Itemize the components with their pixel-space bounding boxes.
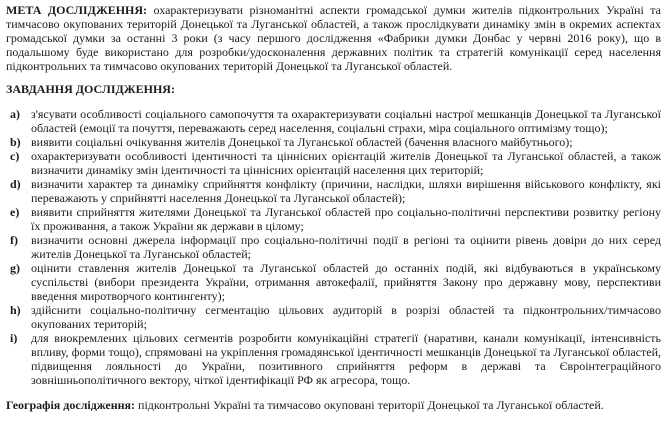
task-letter: f) (10, 233, 18, 247)
task-text: охарактеризувати особливості ідентичності та ціннісних орієнтацій жителів Донецької та Луганської областей, а також визначити динаміку змін ідентичності та ціннісних орієнтацій населення цих територій; (31, 149, 661, 177)
research-goal-text: охарактеризувати різноманітні аспекти громадської думки жителів підконтрольних Україні та тимчасово окупованих територій Донецької та Луганської областей, а також прослідкувати динаміку змін в окремих аспектах громадської думки за останні 3 роки (з часу першого дослідження «Фабрики думки Донбас у червні 2016 року), що в подальшому буде використано для розробки/удосконалення державних політик та стратегій комунікації серед населення підконтрольних та тимчасово окупованих територій Донецької та Луганської областей. (6, 3, 662, 73)
task-item-c (6, 149, 661, 177)
task-letter: a) (10, 107, 20, 121)
task-letter: c) (10, 149, 20, 163)
geography-label: Географія дослідження: (6, 398, 136, 412)
task-item-a (6, 107, 661, 135)
task-text: оцінити ставлення жителів Донецької та Луганської областей до останніх подій, які відбуваються в українському суспільстві (вибори президента України, отримання автокефалії, прийняття Закону про державну мову, перспективи введення миротворчого контингенту); (31, 261, 661, 303)
task-item-f (6, 233, 661, 261)
research-goal-paragraph (6, 3, 661, 73)
task-letter: e) (10, 205, 20, 219)
task-letter: i) (10, 331, 18, 345)
task-item-e (6, 205, 661, 233)
task-list (6, 107, 661, 387)
task-item-g (6, 261, 661, 303)
geography-paragraph (6, 398, 661, 412)
task-text: з'ясувати особливості соціального самопочуття та охарактеризувати соціальні настрої мешканців Донецької та Луганської областей (емоції та почуття, переважають серед населення, соціальні страхи, міра соціального оптимізму тощо); (31, 107, 661, 135)
tasks-heading: ЗАВДАННЯ ДОСЛІДЖЕННЯ: (6, 82, 175, 96)
task-letter: b) (10, 135, 21, 149)
task-text: виявити сприйняття жителями Донецької та Луганської областей про соціально-політичні перспективи розвитку регіону їх проживання, а також України як держави в цілому; (31, 205, 661, 233)
task-letter: h) (10, 303, 21, 317)
research-goal-label: МЕТА ДОСЛІДЖЕННЯ: (6, 3, 148, 17)
geography-text: підконтрольні Україні та тимчасово окуповані території Донецької та Луганської областей. (138, 398, 604, 412)
task-text: визначити характер та динаміку сприйняття конфлікту (причини, наслідки, шляхи вирішення військового конфлікту, які переважають у сприйнятті населення Донецької та Луганської областей); (31, 177, 661, 205)
task-letter: d) (10, 177, 21, 191)
task-text: визначити основні джерела інформації про соціально-політичні події в регіоні та оцінити рівень довіри до них серед жителів Донецької та Луганської областей; (31, 233, 661, 261)
task-text: для виокремлених цільових сегментів розробити комунікаційні стратегії (наративи, канали комунікації, інтенсивність впливу, форми тощо), спрямовані на укріплення громадянської ідентичності мешканців Донецької та Луганської областей, підвищення лояльності до України, позитивного сприйняття реформ в державі та Євроінтеграційного зовнішньополітичного вектору, чіткої ідентифікації РФ як агресора, тощо. (31, 331, 661, 387)
task-item-b (6, 135, 661, 149)
task-item-h (6, 303, 661, 331)
task-text: здійснити соціально-політичну сегментацію цільових аудиторій в розрізі областей та підконтрольних/тимчасово окупованих територій; (31, 303, 661, 331)
task-letter: g) (10, 261, 20, 275)
task-item-i (6, 331, 661, 387)
task-text: виявити соціальні очікування жителів Донецької та Луганської областей (бачення власного майбутнього); (31, 135, 573, 149)
task-item-d (6, 177, 661, 205)
